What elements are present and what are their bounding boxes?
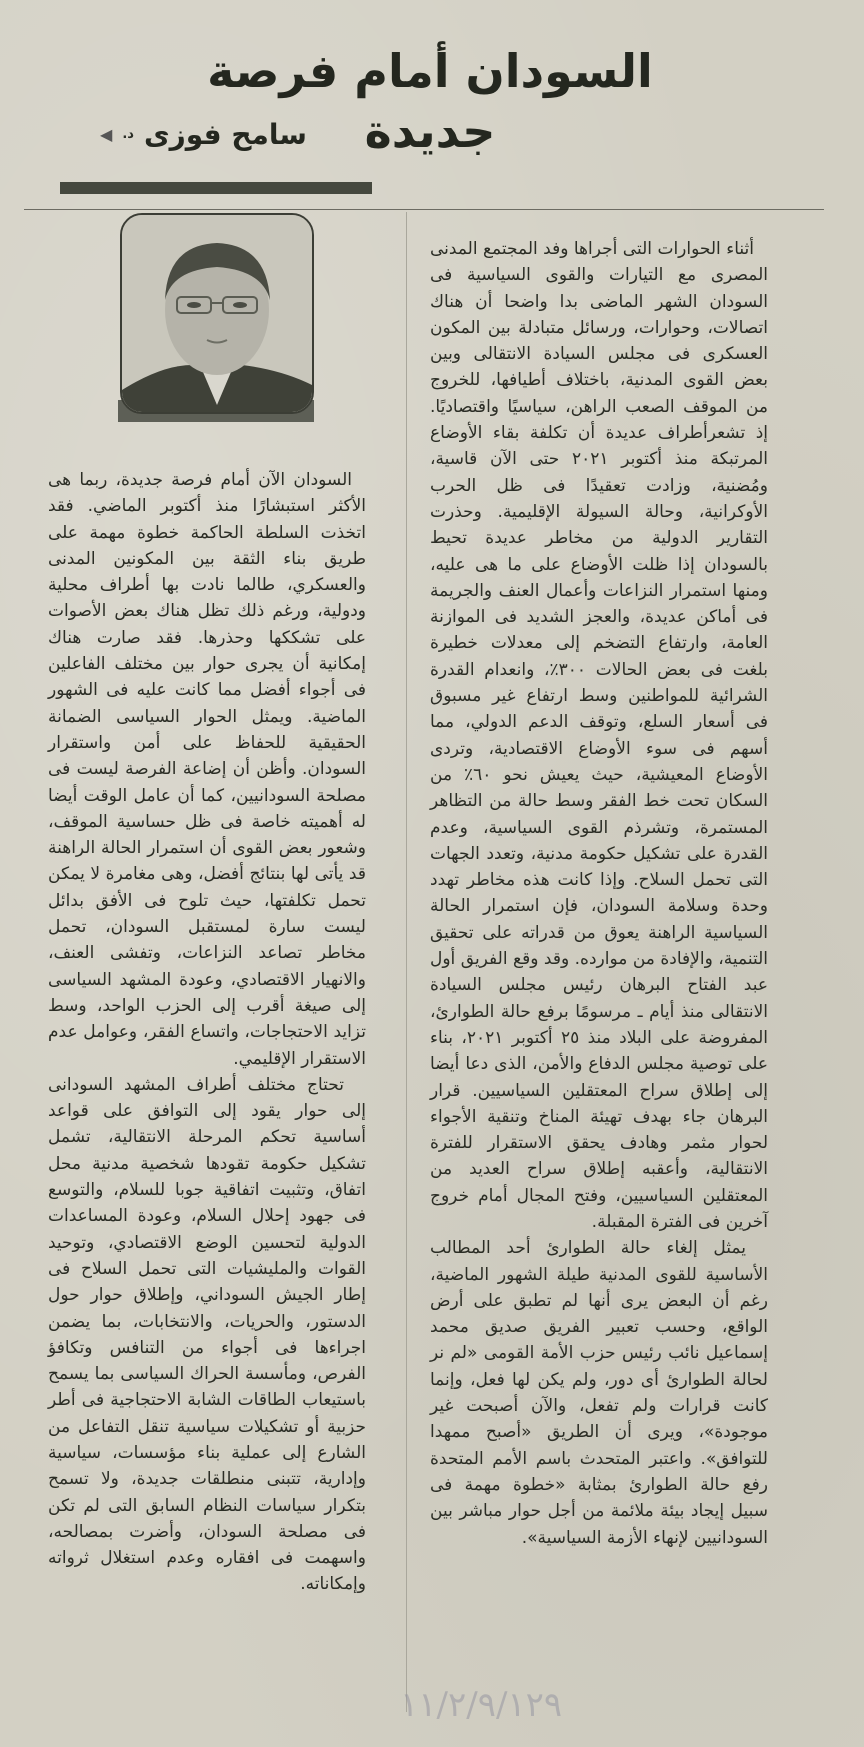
author-photo — [120, 213, 314, 414]
top-rule — [24, 209, 824, 210]
article-column-left — [48, 467, 366, 1598]
handwritten-date-note: ١١/٢/٩/١٢٩ — [400, 1685, 563, 1725]
article-column-right — [430, 236, 768, 1551]
author-bar — [60, 182, 372, 194]
byline — [100, 118, 307, 151]
column-divider — [406, 212, 407, 1712]
portrait-icon — [122, 215, 312, 412]
paragraph: يمثل إلغاء حالة الطوارئ أحد المطالب الأساسية للقوى المدنية طيلة الشهور الماضية، رغم أن البعض يرى أنها لم تطبق على أرض الواقع، وحسب تعبير الفريق صديق محمد إسماعيل نائب رئيس حزب الأمة القومى «لم نر لحالة الطوارئ أى دور، ولم يكن لها فعل، وإنما كانت قرارات ولم تفعل، والآن أصبحت غير موجودة»، ويرى أن الطريق «أصبح ممهدا للتوافق». واعتبر المتحدث باسم الأمم المتحدة رفع حالة الطوارئ بمثابة «خطوة مهمة فى سبيل إيجاد بيئة ملائمة من أجل حوار مباشر بين السودانيين لإنهاء الأزمة السياسية». — [430, 1238, 768, 1548]
article-title: السودان أمام فرصة جديدة — [207, 43, 653, 158]
paragraph: تحتاج مختلف أطراف المشهد السودانى إلى حوار يقود إلى التوافق على قواعد أساسية تحكم المرحلة الانتقالية، تشمل تشكيل حكومة تقودها شخصية مدنية محل اتفاق، وتثبيت اتفاقية جوبا للسلام، والتوسع فى جهود إحلال السلام، وعودة المساعدات الدولية لتحسين الوضع الاقتصادي، وتوحيد القوات والمليشيات التى تحمل السلاح فى إطار الجيش السوداني، وإطلاق حوار حول الدستور، والحريات، والانتخابات، بما يضمن اجراءها فى أجواء من التنافس وتكافؤ الفرص، ومأسسة الحراك السياسى بما يسمح باستيعاب الطاقات الشابة الاحتجاجية فى أطر حزبية أو تشكيلات سياسية تنقل التفاعل من الشارع إلى عملية بناء مؤسسات، سياسية وإدارية، تتبنى منطلقات جديدة، ولا تسمح بتكرار سياسات النظام السابق التى لم تكن فى مصلحة السودان، وأضرت بمصالحه، واسهمت فى افقاره وعدم استغلال ثرواته وإمكاناته. — [48, 1074, 366, 1595]
arrow-left-icon: ◀ — [100, 125, 113, 144]
paragraph: السودان الآن أمام فرصة جديدة، ربما هى الأكثر استبشارًا منذ أكتوبر الماضي. فقد اتخذت السلطة الحاكمة خطوة مهمة على طريق بناء الثقة بين المكونين المدنى والعسكري، طالما نادت بها أطراف محلية ودولية، ورغم ذلك تظل هناك بعض الأصوات على تشككها وحذرها. فقد صارت هناك إمكانية أن يجرى حوار بين مختلف الفاعلين فى أجواء أفضل مما كانت عليه فى الشهور الماضية. ويمثل الحوار السياسى الضمانة الحقيقية للحفاظ على أمن واستقرار السودان. وأظن أن إضاعة الفرصة ليست فى مصلحة السودانيين، كما أن عامل الوقت أيضا له أهميته خاصة فى ظل حساسية الموقف، وشعور بعض القوى أن استمرار الحالة الراهنة قد يأتى لها بنتائج أفضل، وهى مغامرة لا يمكن تحمل تكلفتها، حيث تلوح فى الأفق بدائل ليست سارة لمستقبل السودان، تحمل مخاطر تصاعد النزاعات، وتفشى العنف، والانهيار الاقتصادي، وعودة المشهد السياسى إلى صيغة أقرب إلى الحزب الواحد، وسط تزايد الاحتجاجات، واتساع الفقر، وعوامل عدم الاستقرار الإقليمي. — [48, 470, 366, 1069]
author-name: سامح فوزى — [143, 118, 307, 151]
paragraph: أثناء الحوارات التى أجراها وفد المجتمع المدنى المصرى مع التيارات والقوى السياسية فى السودان الشهر الماضى بدا واضحا أن هناك اتصالات، وحوارات، ورسائل متبادلة بين المكون العسكرى فى مجلس السيادة الانتقالى وبين بعض القوى المدنية، باختلاف أطيافها، للخروج من الموقف الصعب الراهن، سياسيًا واقتصاديًا. إذ تشعرأطراف عديدة أن تكلفة بقاء الأوضاع المرتبكة منذ أكتوبر ٢٠٢١ حتى الآن قاسية، ومُضنية، وزادت تعقيدًا فى ظل الحرب الأوكرانية، وحالة السيولة الإقليمية. وحذرت التقارير الدولية من مخاطر عديدة تحيط بالسودان إذا ظلت الأوضاع على ما هى عليه، ومنها استمرار النزاعات وأعمال العنف والجريمة فى أماكن عديدة، والعجز الشديد فى الموازنة العامة، وارتفاع التضخم إلى معدلات خطيرة بلغت فى بعض الحالات ٣٠٠٪، وانعدام القدرة الشرائية للمواطنين وسط ارتفاع غير مسبوق فى أسعار السلع، وتوقف الدعم الدولي، مما أسهم فى سوء الأوضاع الاقتصادية، وتردى الأوضاع المعيشية، حيث يعيش نحو ٦٠٪ من السكان تحت خط الفقر وسط حالة من التظاهر المستمرة، وتشرذم القوى السياسية، وعدم القدرة على تشكيل حكومة مدنية، وتعدد الجهات التى تحمل السلاح. وإذا كانت هذه مخاطر تهدد وحدة وسلامة السودان، فإن استمرار الحالة السياسية الراهنة يعوق من قدراته على تحقيق التنمية، والإفادة من موارده. وقد وقع الفريق أول عبد الفتاح البرهان رئيس مجلس السيادة الانتقالى منذ أيام ـ مرسومًا برفع حالة الطوارئ، المفروضة على البلاد منذ ٢٥ أكتوبر ٢٠٢١، بناء على توصية مجلس الدفاع والأمن، الذى دعا أيضا إلى إطلاق سراح المعتقلين السياسيين. قرار البرهان جاء بهدف تهيئة المناخ وتنقية الأجواء لحوار مثمر وهادف يحقق الاستقرار للفترة الانتقالية، وأعقبه إطلاق سراح العديد من المعتقلين السياسيين، وفتح المجال أمام خروج آخرين فى الفترة المقبلة. — [430, 239, 768, 1232]
author-prefix: د. — [122, 127, 134, 142]
